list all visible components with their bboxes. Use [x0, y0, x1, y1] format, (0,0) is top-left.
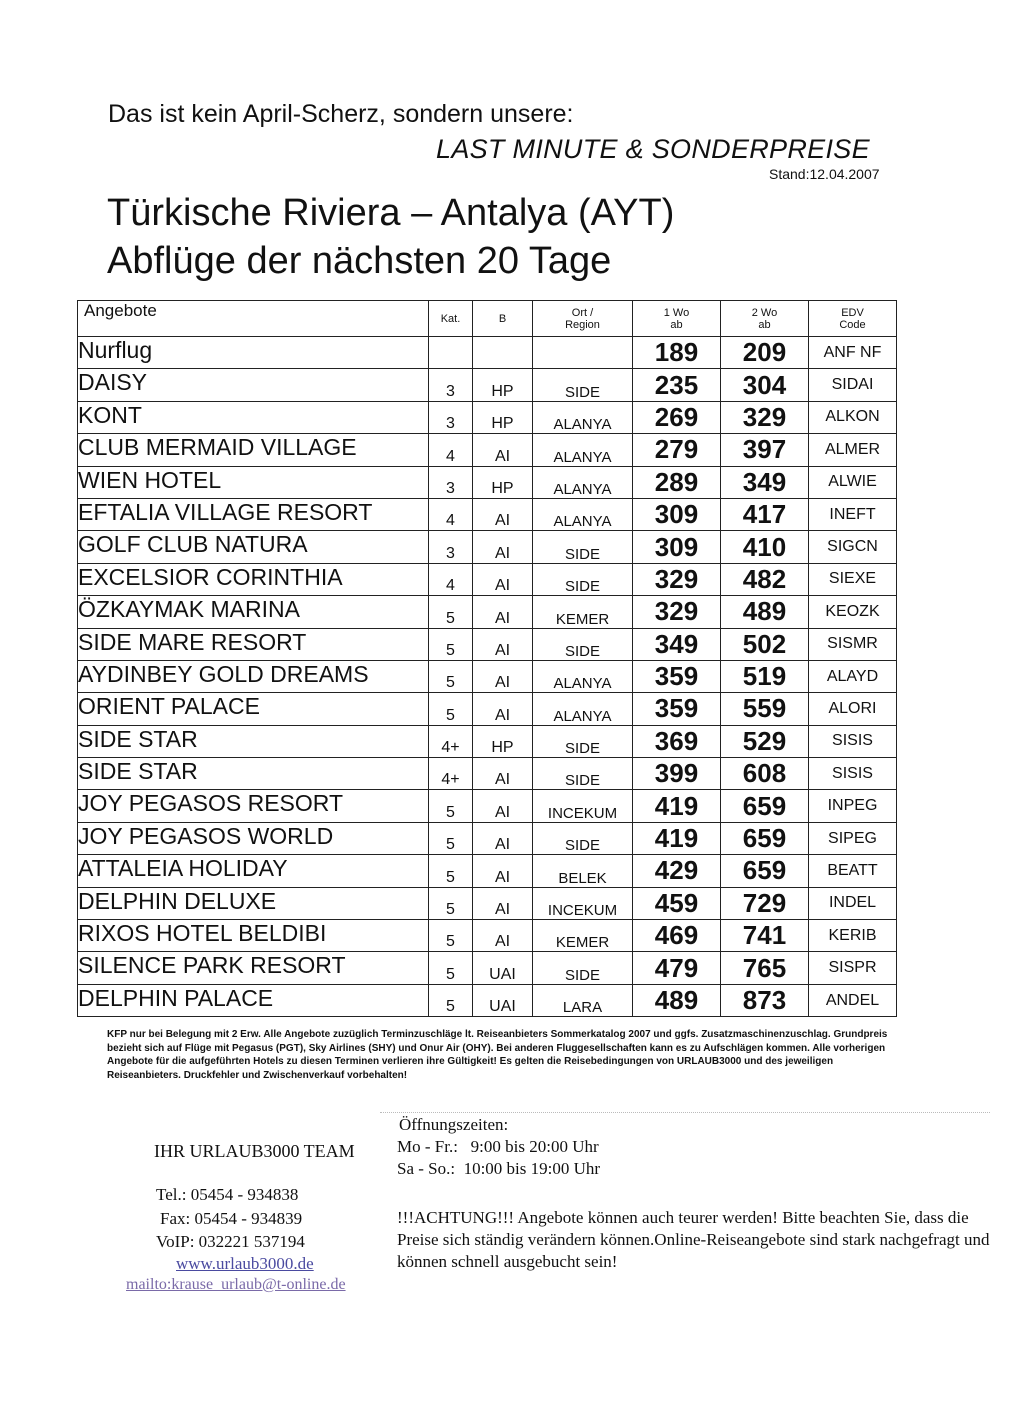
cell-code: ANDEL: [809, 984, 897, 1016]
cell-p2: 741: [721, 920, 809, 952]
cell-p2: 765: [721, 952, 809, 984]
cell-name: DAISY: [78, 369, 429, 401]
table-row: [78, 337, 897, 369]
cell-code: SISPR: [809, 952, 897, 984]
col-header-1wo-l2: ab: [670, 318, 683, 331]
hours-weekday: Mo - Fr.: 9:00 bis 20:00 Uhr: [397, 1137, 599, 1156]
cell-kat: 4: [429, 563, 473, 595]
cell-kat: 5: [429, 984, 473, 1016]
cell-kat: 4: [429, 434, 473, 466]
table-row: [78, 466, 897, 498]
cell-p2: 397: [721, 434, 809, 466]
col-header-region: [533, 301, 633, 337]
table-row: [78, 628, 897, 660]
cell-code: ALKON: [809, 401, 897, 433]
cell-b: AI: [473, 887, 533, 919]
cell-code: SIEXE: [809, 563, 897, 595]
cell-b: AI: [473, 628, 533, 660]
cell-p2: 873: [721, 984, 809, 1016]
cell-code: ALWIE: [809, 466, 897, 498]
subtitle: LAST MINUTE & SONDERPREISE: [436, 134, 870, 164]
cell-p2: 304: [721, 369, 809, 401]
stand-date: Stand:12.04.2007: [769, 166, 880, 182]
fax: Fax: 05454 - 934839: [160, 1209, 303, 1228]
cell-p1: 329: [633, 563, 721, 595]
cell-code: SIGCN: [809, 531, 897, 563]
cell-name: Nurflug: [78, 337, 429, 369]
cell-p2: 659: [721, 855, 809, 887]
cell-region: SIDE: [533, 628, 633, 660]
cell-p1: 289: [633, 466, 721, 498]
cell-name: WIEN HOTEL: [78, 466, 429, 498]
cell-code: SISMR: [809, 628, 897, 660]
table-row: [78, 693, 897, 725]
cell-region: KEMER: [533, 596, 633, 628]
col-header-code-l1: EDV: [841, 306, 864, 319]
cell-b: AI: [473, 531, 533, 563]
cell-b: AI: [473, 693, 533, 725]
cell-p2: 349: [721, 466, 809, 498]
cell-kat: 3: [429, 466, 473, 498]
cell-region: [533, 337, 633, 369]
cell-region: SIDE: [533, 952, 633, 984]
cell-p1: 429: [633, 855, 721, 887]
cell-region: SIDE: [533, 822, 633, 854]
cell-kat: 5: [429, 920, 473, 952]
cell-region: ALANYA: [533, 434, 633, 466]
cell-code: SIDAI: [809, 369, 897, 401]
cell-kat: 4+: [429, 758, 473, 790]
col-header-code-l2: Code: [839, 318, 866, 331]
cell-region: SIDE: [533, 758, 633, 790]
col-header-2wo-l2: ab: [758, 318, 771, 331]
cell-p2: 502: [721, 628, 809, 660]
cell-code: ALAYD: [809, 660, 897, 692]
cell-p2: 519: [721, 660, 809, 692]
cell-region: SIDE: [533, 369, 633, 401]
cell-name: RIXOS HOTEL BELDIBI: [78, 920, 429, 952]
cell-p1: 399: [633, 758, 721, 790]
col-header-1wo: [633, 301, 721, 337]
table-row: [78, 952, 897, 984]
col-header-2wo: [721, 301, 809, 337]
hours-weekend: Sa - So.: 10:00 bis 19:00 Uhr: [397, 1159, 601, 1178]
cell-region: INCEKUM: [533, 790, 633, 822]
email-link[interactable]: mailto:krause_urlaub@t-online.de: [126, 1276, 346, 1293]
team-name: IHR URLAUB3000 TEAM: [154, 1141, 355, 1161]
cell-b: HP: [473, 725, 533, 757]
table-row: [78, 401, 897, 433]
cell-name: ORIENT PALACE: [78, 693, 429, 725]
table-row: [78, 725, 897, 757]
cell-region: BELEK: [533, 855, 633, 887]
cell-kat: 5: [429, 660, 473, 692]
cell-name: GOLF CLUB NATURA: [78, 531, 429, 563]
table-row: [78, 596, 897, 628]
cell-kat: 3: [429, 369, 473, 401]
cell-kat: 5: [429, 855, 473, 887]
cell-code: SIPEG: [809, 822, 897, 854]
cell-p2: 608: [721, 758, 809, 790]
cell-region: SIDE: [533, 725, 633, 757]
cell-kat: 5: [429, 790, 473, 822]
table-row: [78, 369, 897, 401]
terms-note: KFP nur bei Belegung mit 2 Erw. Alle Angebote zuzüglich Terminzuschläge lt. Reiseanbieters Sommerkatalog 2007 und ggfs. Zusatzmaschinenzuschlag. Grundpreis bezieht sich auf Flüge mit Pegasus (PGT), Sky Airlines (SHY) und Onur Air (OHY). Bei anderen Fluggesellschaften kann es zu Aufschlägen kommen. Alle vorherigen Angebote für die aufgeführten Hotels zu diesen Terminen verlieren ihre Gültigkeit! Es gelten die Reisebedingungen von URLAUB3000 und des jeweiligen Reiseanbieters. Druckfehler und Zwischenverkauf vorbehalten!: [107, 1029, 888, 1081]
col-header-name: Angebote: [78, 301, 429, 337]
cell-name: SIDE MARE RESORT: [78, 628, 429, 660]
cell-p1: 329: [633, 596, 721, 628]
cell-kat: 4: [429, 498, 473, 530]
voip: VoIP: 032221 537194: [156, 1232, 305, 1251]
cell-region: INCEKUM: [533, 887, 633, 919]
cell-p1: 359: [633, 660, 721, 692]
cell-b: HP: [473, 401, 533, 433]
cell-p2: 410: [721, 531, 809, 563]
cell-p2: 659: [721, 822, 809, 854]
cell-b: AI: [473, 498, 533, 530]
cell-p2: 559: [721, 693, 809, 725]
cell-region: ALANYA: [533, 660, 633, 692]
cell-b: HP: [473, 369, 533, 401]
cell-code: INEFT: [809, 498, 897, 530]
cell-kat: 5: [429, 693, 473, 725]
cell-b: UAI: [473, 984, 533, 1016]
cell-name: ÖZKAYMAK MARINA: [78, 596, 429, 628]
col-header-region-l2: Region: [565, 318, 600, 331]
cell-code: ALMER: [809, 434, 897, 466]
col-header-1wo-l1: 1 Wo: [663, 306, 690, 319]
cell-b: AI: [473, 758, 533, 790]
cell-p2: 489: [721, 596, 809, 628]
cell-b: [473, 337, 533, 369]
cell-p1: 459: [633, 887, 721, 919]
table-row: [78, 434, 897, 466]
cell-code: INPEG: [809, 790, 897, 822]
cell-name: EFTALIA VILLAGE RESORT: [78, 498, 429, 530]
cell-name: DELPHIN PALACE: [78, 984, 429, 1016]
cell-b: HP: [473, 466, 533, 498]
cell-name: DELPHIN DELUXE: [78, 887, 429, 919]
cell-code: ANF NF: [809, 337, 897, 369]
table-row: [78, 498, 897, 530]
table-header-row: [78, 301, 897, 337]
table-row: [78, 660, 897, 692]
cell-p1: 309: [633, 498, 721, 530]
cell-code: SISIS: [809, 725, 897, 757]
cell-code: ALORI: [809, 693, 897, 725]
cell-p1: 489: [633, 984, 721, 1016]
cell-kat: 5: [429, 952, 473, 984]
cell-p1: 269: [633, 401, 721, 433]
cell-kat: 4+: [429, 725, 473, 757]
table-row: [78, 563, 897, 595]
cell-name: SIDE STAR: [78, 725, 429, 757]
website-link[interactable]: www.urlaub3000.de: [176, 1254, 314, 1273]
cell-region: ALANYA: [533, 466, 633, 498]
cell-kat: 5: [429, 596, 473, 628]
cell-name: SILENCE PARK RESORT: [78, 952, 429, 984]
table-row: [78, 984, 897, 1016]
cell-b: AI: [473, 790, 533, 822]
table-row: [78, 531, 897, 563]
cell-code: INDEL: [809, 887, 897, 919]
cell-name: AYDINBEY GOLD DREAMS: [78, 660, 429, 692]
cell-p2: 729: [721, 887, 809, 919]
cell-region: ALANYA: [533, 401, 633, 433]
cell-region: ALANYA: [533, 693, 633, 725]
table-row: [78, 758, 897, 790]
cell-region: SIDE: [533, 563, 633, 595]
cell-code: KERIB: [809, 920, 897, 952]
cell-kat: 3: [429, 531, 473, 563]
cell-region: ALANYA: [533, 498, 633, 530]
cell-p2: 529: [721, 725, 809, 757]
cell-code: SISIS: [809, 758, 897, 790]
cell-b: AI: [473, 855, 533, 887]
cell-b: UAI: [473, 952, 533, 984]
cell-b: AI: [473, 596, 533, 628]
hours-title: Öffnungszeiten:: [399, 1115, 509, 1134]
cell-kat: [429, 337, 473, 369]
col-header-2wo-l1: 2 Wo: [751, 306, 778, 319]
table-row: [78, 790, 897, 822]
intro-text: Das ist kein April-Scherz, sondern unsere:: [108, 100, 574, 128]
cell-p1: 349: [633, 628, 721, 660]
cell-b: AI: [473, 920, 533, 952]
cell-name: JOY PEGASOS WORLD: [78, 822, 429, 854]
cell-p1: 359: [633, 693, 721, 725]
cell-kat: 5: [429, 887, 473, 919]
cell-p2: 417: [721, 498, 809, 530]
cell-kat: 5: [429, 628, 473, 660]
cell-p1: 469: [633, 920, 721, 952]
cell-p1: 279: [633, 434, 721, 466]
page-subtitle: Abflüge der nächsten 20 Tage: [107, 240, 612, 282]
cell-code: KEOZK: [809, 596, 897, 628]
cell-name: CLUB MERMAID VILLAGE: [78, 434, 429, 466]
cell-b: AI: [473, 563, 533, 595]
cell-b: AI: [473, 660, 533, 692]
col-header-kat: Kat.: [429, 301, 473, 337]
cell-name: SIDE STAR: [78, 758, 429, 790]
cell-code: BEATT: [809, 855, 897, 887]
cell-kat: 5: [429, 822, 473, 854]
page-title: Türkische Riviera – Antalya (AYT): [107, 192, 675, 234]
table-row: [78, 887, 897, 919]
cell-name: EXCELSIOR CORINTHIA: [78, 563, 429, 595]
cell-region: SIDE: [533, 531, 633, 563]
cell-name: JOY PEGASOS RESORT: [78, 790, 429, 822]
col-header-region-l1: Ort /: [571, 306, 594, 319]
cell-p2: 482: [721, 563, 809, 595]
cell-region: KEMER: [533, 920, 633, 952]
warning-text: !!!ACHTUNG!!! Angebote können auch teurer werden! Bitte beachten Sie, dass die Preise sich ständig verändern können.Online-Reiseangebote sind stark nachgefragt und können schnell ausgebucht sein!: [397, 1208, 990, 1271]
cell-name: KONT: [78, 401, 429, 433]
cell-b: AI: [473, 822, 533, 854]
cell-region: LARA: [533, 984, 633, 1016]
cell-p1: 369: [633, 725, 721, 757]
cell-name: ATTALEIA HOLIDAY: [78, 855, 429, 887]
cell-p1: 479: [633, 952, 721, 984]
col-header-code: [809, 301, 897, 337]
cell-p1: 189: [633, 337, 721, 369]
offers-table: [77, 300, 897, 1017]
cell-p1: 419: [633, 822, 721, 854]
table-row: [78, 822, 897, 854]
cell-p1: 235: [633, 369, 721, 401]
cell-p2: 659: [721, 790, 809, 822]
cell-b: AI: [473, 434, 533, 466]
cell-p1: 419: [633, 790, 721, 822]
cell-p2: 209: [721, 337, 809, 369]
cell-kat: 3: [429, 401, 473, 433]
phone: Tel.: 05454 - 934838: [156, 1185, 299, 1204]
table-row: [78, 920, 897, 952]
table-row: [78, 855, 897, 887]
cell-p1: 309: [633, 531, 721, 563]
col-header-b: B: [473, 301, 533, 337]
cell-p2: 329: [721, 401, 809, 433]
divider: [380, 1112, 990, 1113]
